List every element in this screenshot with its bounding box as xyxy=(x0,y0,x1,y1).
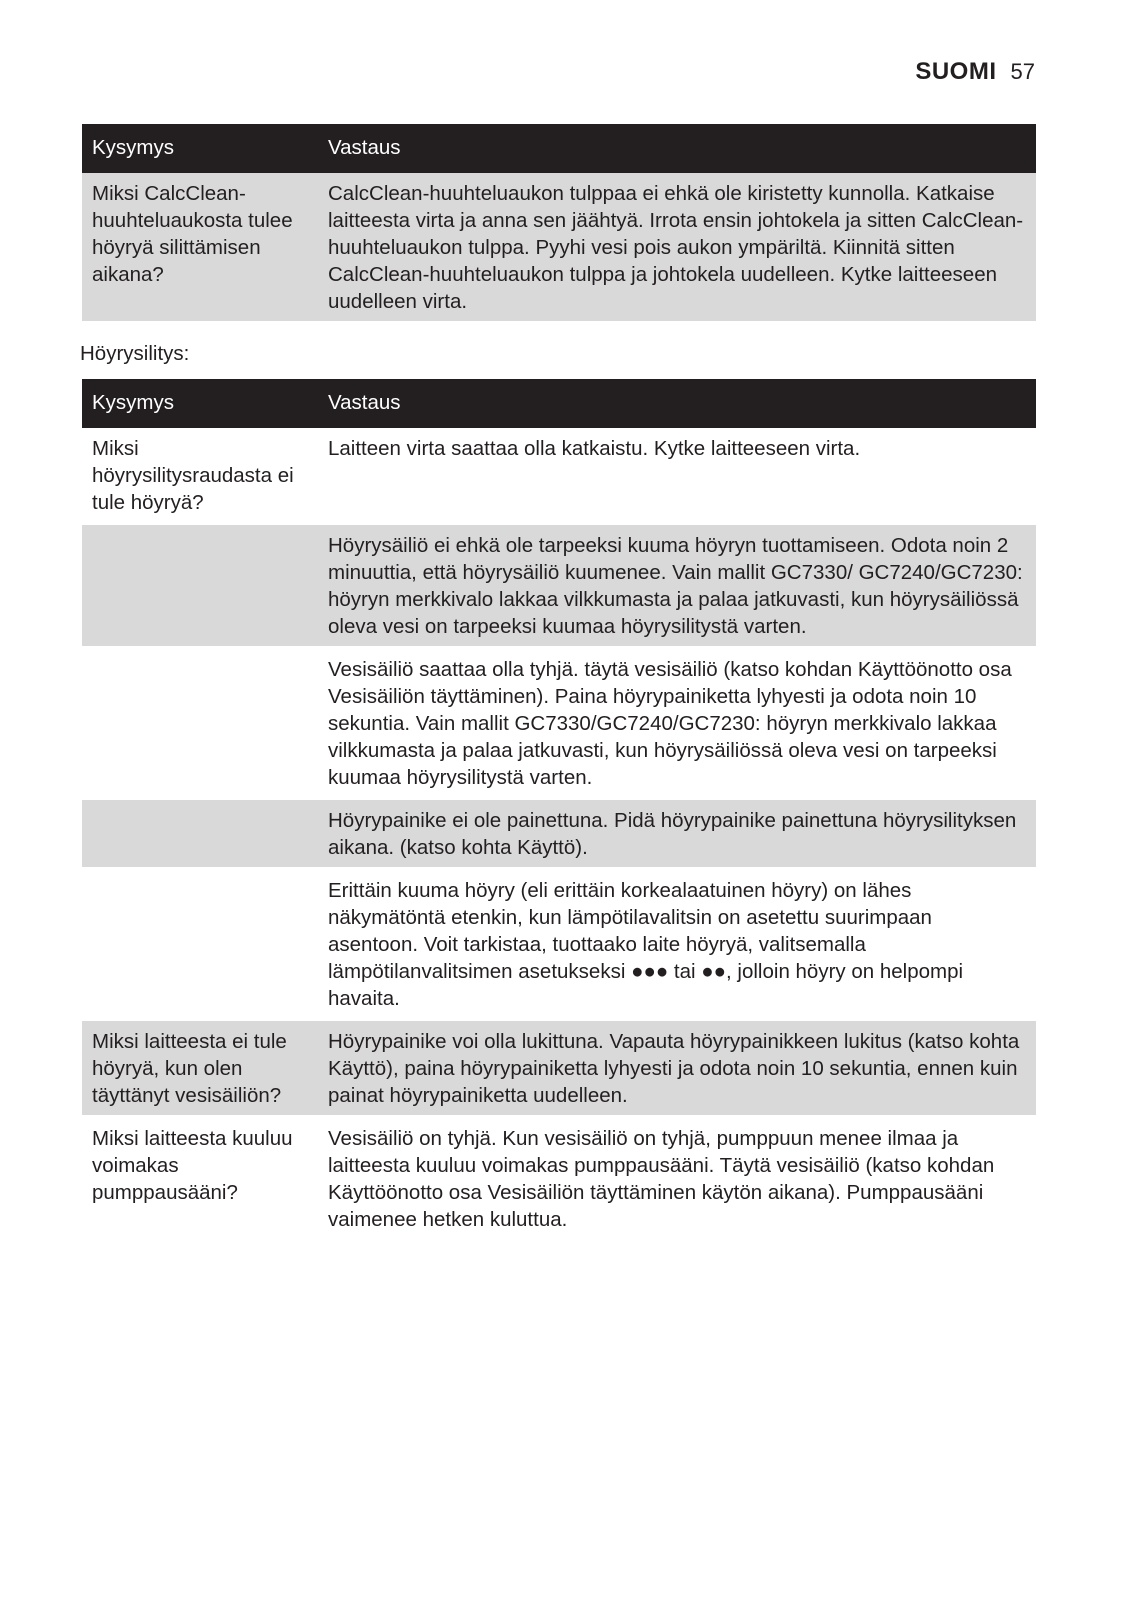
question-cell xyxy=(82,869,318,1020)
table-row xyxy=(82,1117,1036,1241)
answer-cell: Erittäin kuuma höyry (eli erittäin korkealaatuinen höyry) on lähes näkymätöntä etenkin, kun lämpötilavalitsin on asetettu suurimpaan asentoon. Voit tarkistaa, tuottaako laite höyryä, valitsemalla lämpötilanvalitsimen asetukseksi ●●● tai ●●, jolloin höyry on helpompi havaita. xyxy=(318,869,1036,1020)
question-cell: Miksi laitteesta kuuluu voimakas pumppausääni? xyxy=(82,1117,318,1241)
section-heading: Höyrysilitys: xyxy=(80,342,190,365)
question-cell: Miksi CalcClean-huuhteluaukosta tulee höyryä silittämisen aikana? xyxy=(82,173,318,323)
answer-cell: Höyrypainike voi olla lukittuna. Vapauta höyrypainikkeen lukitus (katso kohta Käyttö), paina höyrypainiketta lyhyesti ja odota noin 10 sekuntia, ennen kuin painat höyrypainiketta uudelleen. xyxy=(318,1020,1036,1117)
question-cell: Miksi höyrysilitysraudasta ei tule höyryä? xyxy=(82,428,318,524)
table-row xyxy=(82,428,1036,524)
table-row xyxy=(82,799,1036,869)
column-header-answer: Vastaus xyxy=(318,124,1036,173)
question-cell xyxy=(82,648,318,799)
page-header xyxy=(915,58,1035,86)
table-header-row xyxy=(82,124,1036,173)
question-cell xyxy=(82,799,318,869)
question-cell xyxy=(82,524,318,648)
table-row xyxy=(82,1020,1036,1117)
table-row xyxy=(82,648,1036,799)
column-header-answer: Vastaus xyxy=(318,379,1036,428)
page-number: 57 xyxy=(1010,59,1035,84)
table-row xyxy=(82,173,1036,323)
language-label: SUOMI xyxy=(915,58,997,85)
answer-cell: CalcClean-huuhteluaukon tulppaa ei ehkä ole kiristetty kunnolla. Katkaise laitteesta virta ja anna sen jäähtyä. Irrota ensin johtokela ja sitten CalcClean-huuhteluaukon tulppa. Pyyhi vesi pois aukon ympäriltä. Kiinnitä sitten CalcClean-huuhteluaukon tulppa ja johtokela uudelleen. Kytke laitteeseen uudelleen virta. xyxy=(318,173,1036,323)
column-header-question: Kysymys xyxy=(82,379,318,428)
answer-cell: Höyrypainike ei ole painettuna. Pidä höyrypainike painettuna höyrysilityksen aikana. (katso kohta Käyttö). xyxy=(318,799,1036,869)
table-header-row xyxy=(82,379,1036,428)
faq-table-calcclean xyxy=(82,124,1036,324)
question-cell: Miksi laitteesta ei tule höyryä, kun olen täyttänyt vesisäiliön? xyxy=(82,1020,318,1117)
answer-cell: Vesisäiliö saattaa olla tyhjä. täytä vesisäiliö (katso kohdan Käyttöönotto osa Vesisäiliön täyttäminen). Paina höyrypainiketta lyhyesti ja odota noin 10 sekuntia. Vain mallit GC7330/GC7240/GC7230: höyryn merkkivalo lakkaa vilkkumasta ja palaa jatkuvasti, kun höyrysäiliössä oleva vesi on tarpeeksi kuumaa höyrysilitystä varten. xyxy=(318,648,1036,799)
answer-cell: Höyrysäiliö ei ehkä ole tarpeeksi kuuma höyryn tuottamiseen. Odota noin 2 minuuttia, että höyrysäiliö kuumenee. Vain mallit GC7330/ GC7240/GC7230: höyryn merkkivalo lakkaa vilkkumasta ja palaa jatkuvasti, kun höyrysäiliössä oleva vesi on tarpeeksi kuumaa höyrysilitystä varten. xyxy=(318,524,1036,648)
table-row xyxy=(82,869,1036,1020)
table-row xyxy=(82,524,1036,648)
column-header-question: Kysymys xyxy=(82,124,318,173)
faq-table-steam-ironing xyxy=(82,379,1036,1242)
answer-cell: Vesisäiliö on tyhjä. Kun vesisäiliö on tyhjä, pumppuun menee ilmaa ja laitteesta kuuluu voimakas pumppausääni. Täytä vesisäiliö (katso kohdan Käyttöönotto osa Vesisäiliön täyttäminen käytön aikana). Pumppausääni vaimenee hetken kuluttua. xyxy=(318,1117,1036,1241)
answer-cell: Laitteen virta saattaa olla katkaistu. Kytke laitteeseen virta. xyxy=(318,428,1036,524)
